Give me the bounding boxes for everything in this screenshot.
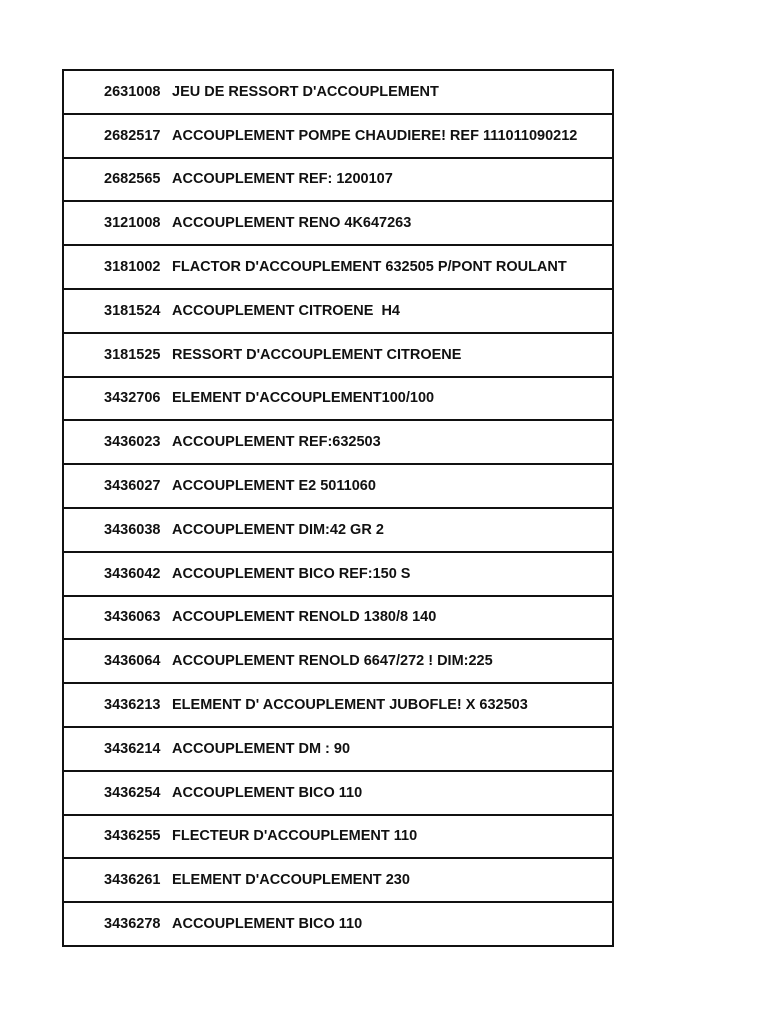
parts-table <box>62 69 614 947</box>
table-row <box>64 859 612 903</box>
table-row <box>64 509 612 553</box>
table-row <box>64 640 612 684</box>
table-row <box>64 816 612 860</box>
part-code: 2682517 <box>104 127 161 144</box>
part-code: 3121008 <box>104 215 161 232</box>
table-row <box>64 684 612 728</box>
part-description: ACCOUPLEMENT BICO 110 <box>172 916 363 933</box>
table-row <box>64 772 612 816</box>
part-description: ACCOUPLEMENT RENOLD 6647/272 ! DIM:225 <box>172 653 493 670</box>
table-row <box>64 378 612 422</box>
part-code: 3436278 <box>104 916 161 933</box>
table-row <box>64 465 612 509</box>
part-code: 3436027 <box>104 478 161 495</box>
part-description: ACCOUPLEMENT CITROENE H4 <box>172 302 400 319</box>
part-code: 3181002 <box>104 259 161 276</box>
part-description: ACCOUPLEMENT REF: 1200107 <box>172 171 393 188</box>
part-description: RESSORT D'ACCOUPLEMENT CITROENE <box>172 346 462 363</box>
table-row <box>64 597 612 641</box>
part-code: 3436255 <box>104 828 161 845</box>
table-row <box>64 421 612 465</box>
table-row <box>64 728 612 772</box>
part-description: FLACTOR D'ACCOUPLEMENT 632505 P/PONT ROULANT <box>172 259 567 276</box>
table-row <box>64 290 612 334</box>
table-row <box>64 903 612 947</box>
part-description: ACCOUPLEMENT BICO 110 <box>172 784 363 801</box>
part-code: 3436261 <box>104 872 161 889</box>
part-code: 3436063 <box>104 609 161 626</box>
part-description: JEU DE RESSORT D'ACCOUPLEMENT <box>172 83 439 100</box>
part-description: ELEMENT D'ACCOUPLEMENT 230 <box>172 872 410 889</box>
part-code: 3436038 <box>104 521 161 538</box>
table-row <box>64 159 612 203</box>
table-row <box>64 246 612 290</box>
part-description: ACCOUPLEMENT DIM:42 GR 2 <box>172 521 384 538</box>
part-description: ELEMENT D' ACCOUPLEMENT JUBOFLE! X 632503 <box>172 697 528 714</box>
part-code: 3436064 <box>104 653 161 670</box>
part-description: ELEMENT D'ACCOUPLEMENT100/100 <box>172 390 435 407</box>
part-description: ACCOUPLEMENT BICO REF:150 S <box>172 565 411 582</box>
part-description: ACCOUPLEMENT POMPE CHAUDIERE! REF 111011090212 <box>172 127 578 144</box>
part-description: ACCOUPLEMENT DM : 90 <box>172 740 351 757</box>
part-code: 3436213 <box>104 697 161 714</box>
part-description: ACCOUPLEMENT REF:632503 <box>172 434 381 451</box>
table-row <box>64 334 612 378</box>
part-code: 3436254 <box>104 784 161 801</box>
part-code: 3436023 <box>104 434 161 451</box>
part-description: ACCOUPLEMENT E2 5011060 <box>172 478 376 495</box>
part-description: FLECTEUR D'ACCOUPLEMENT 110 <box>172 828 418 845</box>
part-code: 2682565 <box>104 171 161 188</box>
table-row <box>64 553 612 597</box>
part-code: 3432706 <box>104 390 161 407</box>
table-row <box>64 115 612 159</box>
part-code: 3181525 <box>104 346 161 363</box>
part-description: ACCOUPLEMENT RENO 4K647263 <box>172 215 412 232</box>
part-code: 3181524 <box>104 302 161 319</box>
table-row <box>64 71 612 115</box>
part-code: 2631008 <box>104 83 161 100</box>
part-description: ACCOUPLEMENT RENOLD 1380/8 140 <box>172 609 437 626</box>
part-code: 3436042 <box>104 565 161 582</box>
table-row <box>64 202 612 246</box>
part-code: 3436214 <box>104 740 161 757</box>
